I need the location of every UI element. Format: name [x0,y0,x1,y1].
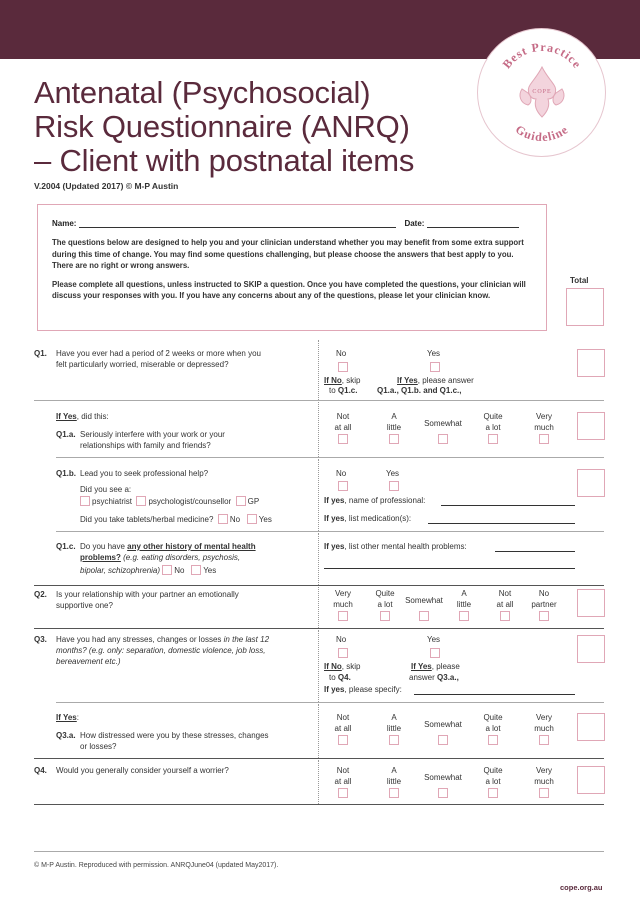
q4-opt-not-at-all: Not at all [334,766,352,786]
q1b-yes-label: Yes [386,469,400,478]
q1a-opt-a-little: A little [386,412,402,432]
q1b-professionals: psychiatrist psychologist/counsellor GP [80,496,259,508]
q4-divider [318,760,319,804]
q1-answer-targets: Q1.a., Q1.b. and Q1.c., [377,386,462,395]
q2-opt-no-partner: No partner [531,589,557,609]
q3a-text-line-2: or losses? [80,742,117,751]
q1c-no-checkbox[interactable] [162,565,172,575]
q4-a-little-checkbox[interactable] [389,788,399,798]
q3-no-label: No [336,635,347,644]
q1b-psychiatrist-checkbox[interactable] [80,496,90,506]
q3a-somewhat-checkbox[interactable] [438,735,448,745]
q3a-number: Q3.a. [56,731,76,740]
svg-text:Guideline: Guideline [512,122,572,145]
q2-quite-a-lot-checkbox[interactable] [380,611,390,621]
q1b-psychologist-checkbox[interactable] [136,496,146,506]
q1-yes-checkbox[interactable] [430,362,440,372]
date-label: Date: [404,219,425,228]
q1c-other-field-1[interactable] [495,551,575,552]
q2-score-box[interactable] [577,589,605,617]
q3-score-box[interactable] [577,635,605,663]
version-line: V.2004 (Updated 2017) © M-P Austin [34,181,179,191]
q1-section-separator [34,585,604,586]
q1c-other-field-2[interactable] [324,568,575,569]
q1a-a-little-checkbox[interactable] [389,434,399,444]
q1a-divider [318,402,319,457]
q3-skip-instruction: If No, skip [324,662,361,671]
cope-seal-icon [478,29,607,158]
q3a-divider [318,704,319,758]
svg-text:COPE: COPE [532,89,552,95]
q1b-divider [318,459,319,531]
q4-quite-a-lot-checkbox[interactable] [488,788,498,798]
best-practice-guideline-seal [477,28,606,157]
q3a-very-much-checkbox[interactable] [539,735,549,745]
q1-score-box[interactable] [577,349,605,377]
q1c-number: Q1.c. [56,542,76,551]
q1-no-label: No [336,349,347,358]
q1a-opt-not-at-all: Not at all [334,412,352,432]
q1b-text: Lead you to seek professional help? [80,469,209,478]
q1b-name-professional: If yes, name of professional: [324,496,426,505]
q1c-text-line-3: bipolar, schizophrenia) No Yes [80,566,217,575]
q2-no-partner-checkbox[interactable] [539,611,549,621]
date-field[interactable] [427,219,519,228]
q1b-tablets: Did you take tablets/herbal medicine? No Yes [80,515,272,524]
q4-separator [34,804,604,805]
q1c-list-other: If yes, list other mental health problems: [324,542,467,551]
q1-separator [34,400,604,401]
q1b-did-you-see: Did you see a: [80,485,132,494]
q1b-gp-checkbox[interactable] [236,496,246,506]
q2-text-line-2: supportive one? [56,601,113,610]
q1a-intro: If Yes, did this: [56,412,109,421]
q3-specify: If yes, please specify: [324,685,402,694]
q1b-tablets-no-checkbox[interactable] [218,514,228,524]
q1-answer-instruction: If Yes, please answer [397,376,474,385]
intro-paragraph-2: Please complete all questions, unless instructed to SKIP a question. Once you have completed the questions, your clinician will discuss your responses with you. If you have any concerns about any of the questions, please let your clinician know. [52,279,526,300]
q3a-not-at-all-checkbox[interactable] [338,735,348,745]
q3-text-line-1: Have you had any stresses, changes or losses in the last 12 [56,635,270,644]
q1a-very-much-checkbox[interactable] [539,434,549,444]
name-label: Name: [52,219,77,228]
q1a-score-box[interactable] [577,412,605,440]
intro-paragraph-1: The questions below are designed to help you and your clinician understand whether you may benefit from some extra support during this time of change. You may find some questions challenging, but please choose the answers that best apply to you. There are no right or wrong answers. [52,238,524,270]
q3-sub-separator [56,702,604,703]
q3a-opt-not-at-all: Not at all [334,713,352,733]
q4-very-much-checkbox[interactable] [539,788,549,798]
q2-separator [34,628,604,629]
footer-divider [34,851,604,852]
q1a-somewhat-checkbox[interactable] [438,434,448,444]
name-field[interactable] [79,219,396,228]
q2-number: Q2. [34,590,47,599]
q1a-opt-somewhat: Somewhat [424,419,462,428]
total-label: Total [570,276,589,285]
q1-no-checkbox[interactable] [338,362,348,372]
q3-skip-target: to Q4. [329,673,351,682]
q3-no-checkbox[interactable] [338,648,348,658]
q2-opt-not-at-all: Not at all [496,589,514,609]
q1b-medication-field[interactable] [428,523,575,524]
q1a-number: Q1.a. [56,430,76,439]
q3a-quite-a-lot-checkbox[interactable] [488,735,498,745]
q2-very-much-checkbox[interactable] [338,611,348,621]
q3-yes-checkbox[interactable] [430,648,440,658]
q2-text-line-1: Is your relationship with your partner an emotionally [56,590,239,599]
q1b-no-label: No [336,469,347,478]
q1b-separator [56,531,604,532]
q1a-quite-a-lot-checkbox[interactable] [488,434,498,444]
q3-specify-field[interactable] [414,694,575,695]
q1b-list-medication: If yes, list medication(s): [324,514,412,523]
q2-opt-quite-a-lot: Quite a lot [375,589,395,609]
q3-answer-target: answer Q3.a., [409,673,459,682]
q3-answer-instruction: If Yes, please [411,662,460,671]
q1a-opt-quite-a-lot: Quite a lot [483,412,503,432]
q1-yes-label: Yes [427,349,441,358]
q3-number: Q3. [34,635,47,644]
q2-somewhat-checkbox[interactable] [419,611,429,621]
q1b-yes-checkbox[interactable] [389,481,399,491]
q2-not-at-all-checkbox[interactable] [500,611,510,621]
q1-skip-instruction: If No, skip [324,376,361,385]
q1c-yes-checkbox[interactable] [191,565,201,575]
q4-opt-quite-a-lot: Quite a lot [483,766,503,786]
total-score-box[interactable] [566,288,604,326]
page-title: Antenatal (Psychosocial) Risk Questionnaire (ANRQ) – Client with postnatal items [34,75,415,178]
q3a-opt-a-little: A little [386,713,402,733]
q1-skip-target: to Q1.c. [329,386,358,395]
q3a-intro: If Yes: [56,713,79,722]
q1-divider [318,340,319,400]
q1a-text-line-1: Seriously interfere with your work or your [80,430,225,439]
q2-opt-a-little: A little [456,589,472,609]
q1c-divider [318,533,319,585]
q3-yes-label: Yes [427,635,441,644]
intro-box [37,204,547,331]
q3-text-line-3: bereavement etc.) [56,657,121,666]
q3a-score-box[interactable] [577,713,605,741]
q1b-professional-field[interactable] [441,505,575,506]
footer-copyright: © M-P Austin. Reproduced with permission. ANRQJune04 (updated May2017). [34,862,279,869]
q1b-tablets-yes-checkbox[interactable] [247,514,257,524]
q4-score-box[interactable] [577,766,605,794]
q1b-no-checkbox[interactable] [338,481,348,491]
q2-divider [318,587,319,628]
q3a-opt-quite-a-lot: Quite a lot [483,713,503,733]
q1a-not-at-all-checkbox[interactable] [338,434,348,444]
q3-text-line-2: months? (e.g. only: separation, domestic violence, job loss, [56,646,266,655]
q4-somewhat-checkbox[interactable] [438,788,448,798]
q4-text: Would you generally consider yourself a worrier? [56,766,229,775]
q3a-opt-somewhat: Somewhat [424,720,462,729]
q4-opt-somewhat: Somewhat [424,773,462,782]
q3a-opt-very-much: Very much [534,713,554,733]
q1c-text-line-2: problems? (e.g. eating disorders, psychosis, [80,553,241,562]
q1-text-line-1: Have you ever had a period of 2 weeks or more when you [56,349,262,358]
name-date-line [52,219,532,228]
q1a-separator [56,457,604,458]
svg-text:Best Practice: Best Practice [499,39,585,72]
footer-url[interactable]: cope.org.au [560,883,603,892]
q1a-text-line-2: relationships with family and friends? [80,441,211,450]
q4-number: Q4. [34,766,47,775]
q1-number: Q1. [34,349,47,358]
q3a-text-line-1: How distressed were you by these stresses, changes [80,731,269,740]
q1a-opt-very-much: Very much [534,412,554,432]
q3-divider [318,630,319,702]
q1b-score-box[interactable] [577,469,605,497]
q4-opt-very-much: Very much [534,766,554,786]
q2-opt-somewhat: Somewhat [405,596,443,605]
q4-opt-a-little: A little [386,766,402,786]
q2-opt-very-much: Very much [333,589,353,609]
q4-not-at-all-checkbox[interactable] [338,788,348,798]
q3-section-separator [34,758,604,759]
q1b-number: Q1.b. [56,469,77,478]
q2-a-little-checkbox[interactable] [459,611,469,621]
q1-text-line-2: felt particularly worried, miserable or depressed? [56,360,229,369]
q1c-text-line-1: Do you have any other history of mental health [80,542,256,551]
q3a-a-little-checkbox[interactable] [389,735,399,745]
